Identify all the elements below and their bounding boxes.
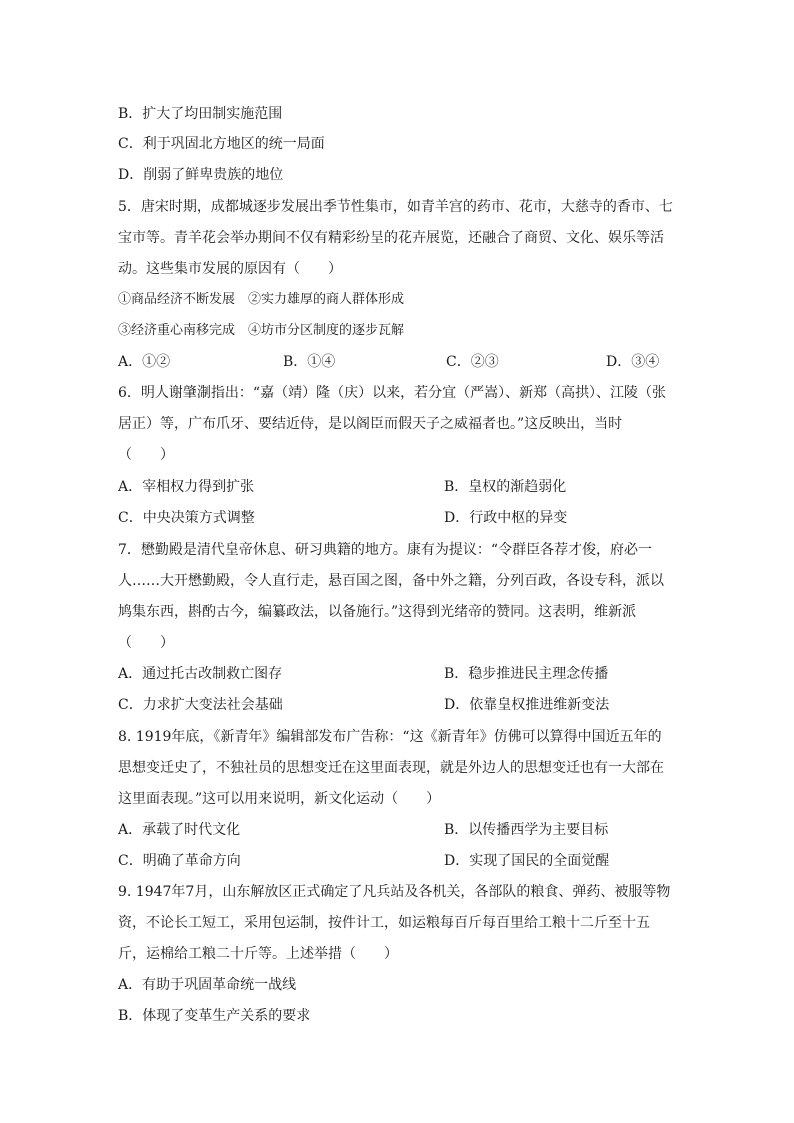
q7-stem-line-3: 鸠集东西，斟酌古今，编纂政法，以备施行。”这得到光绪帝的赞同。这表明，维新派 <box>118 604 637 620</box>
q5-option-c: C．②③ <box>446 354 499 370</box>
prev-option-b: B．扩大了均田制实施范围 <box>118 106 283 122</box>
q9-stem-line-1: 9. 1947年7月，山东解放区正式确定了凡兵站及各机关，各部队的粮食、弹药、被服等物 <box>118 884 671 900</box>
q5-stem-line-2: 宝市等。青羊花会举办期间不仅有精彩纷呈的花卉展览，还融合了商贸、文化、娱乐等活 <box>118 230 664 246</box>
prev-option-c: C．利于巩固北方地区的统一局面 <box>118 136 325 152</box>
q8-stem-line-2: 思想变迁史了，不独社员的思想变迁在这里面表现，就是外边人的思想变迁也有一大部在 <box>118 760 664 776</box>
q9-option-b: B．体现了变革生产关系的要求 <box>118 1008 311 1024</box>
q7-stem-line-2: 人……大开懋勤殿，令人直行走，悬百国之图，备中外之籍，分列百政，各设专科，派以 <box>118 573 664 589</box>
q9-option-a: A．有助于巩固革命统一战线 <box>118 977 297 993</box>
q6-option-b: B．皇权的渐趋弱化 <box>444 479 567 495</box>
q7-option-a: A．通过托古改制救亡图存 <box>118 666 283 682</box>
q7-option-d: D．依靠皇权推进维新变法 <box>444 697 610 713</box>
q8-options-row-1 <box>118 820 678 840</box>
q6-option-a: A．宰相权力得到扩张 <box>118 479 255 495</box>
q6-option-c: C．中央决策方式调整 <box>118 510 255 526</box>
q8-option-b: B．以传播西学为主要目标 <box>444 822 609 838</box>
q6-stem-line-2: 居正）等，广布爪牙、要结近侍，是以阁臣而假天子之威福者也。”这反映出，当时 <box>118 416 623 432</box>
q6-options-row-2 <box>118 508 678 528</box>
q5-statements-line-2: ③经济重心南移完成 ④坊市分区制度的逐步瓦解 <box>118 323 405 338</box>
q8-option-c: C．明确了革命方向 <box>118 853 241 869</box>
prev-option-d: D．削弱了鲜卑贵族的地位 <box>118 167 284 183</box>
q7-options-row-1 <box>118 664 678 684</box>
q5-option-b: B．①④ <box>283 354 336 370</box>
q5-stem-line-1: 5．唐宋时期，成都城逐步发展出季节性集市，如青羊宫的药市、花市，大慈寺的香市、七 <box>118 199 673 215</box>
q8-option-a: A．承载了时代文化 <box>118 822 241 838</box>
q8-stem-line-1: 8. 1919年底，《新青年》编辑部发布广告称：“这《新青年》仿佛可以算得中国近五年的 <box>118 729 662 745</box>
q6-options-row-1 <box>118 477 678 497</box>
q5-option-a: A．①② <box>118 354 171 370</box>
q5-options <box>118 352 678 372</box>
q7-stem-line-4: （ ） <box>118 635 174 651</box>
q6-stem-line-3: （ ） <box>118 447 174 463</box>
q9-stem-line-2: 资，不论长工短工，采用包运制，按件计工，如运粮每百斤每百里给工粮十二斤至十五 <box>118 915 650 931</box>
q7-option-c: C．力求扩大变法社会基础 <box>118 697 283 713</box>
q7-stem-line-1: 7．懋勤殿是清代皇帝休息、研习典籍的地方。康有为提议：“令群臣各荐才俊，府必一 <box>118 542 653 558</box>
q7-options-row-2 <box>118 695 678 715</box>
q5-stem-line-3: 动。这些集市发展的原因有（ ） <box>118 261 342 277</box>
q7-option-b: B．稳步推进民主理念传播 <box>444 666 609 682</box>
q6-option-d: D．行政中枢的异变 <box>444 510 568 526</box>
q6-stem-line-1: 6．明人谢肇淛指出：“嘉（靖）隆（庆）以来，若分宜（严嵩）、新郑（高拱）、江陵（张 <box>118 385 667 401</box>
q8-option-d: D．实现了国民的全面觉醒 <box>444 853 610 869</box>
q8-options-row-2 <box>118 851 678 871</box>
q5-statements-line-1: ①商品经济不断发展 ②实力雄厚的商人群体形成 <box>118 292 405 307</box>
q5-option-d: D．③④ <box>606 354 660 370</box>
q9-stem-line-3: 斤，运棉给工粮二十斤等。上述举措（ ） <box>118 946 398 962</box>
q8-stem-line-3: 这里面表现。”这可以用来说明，新文化运动（ ） <box>118 791 441 807</box>
